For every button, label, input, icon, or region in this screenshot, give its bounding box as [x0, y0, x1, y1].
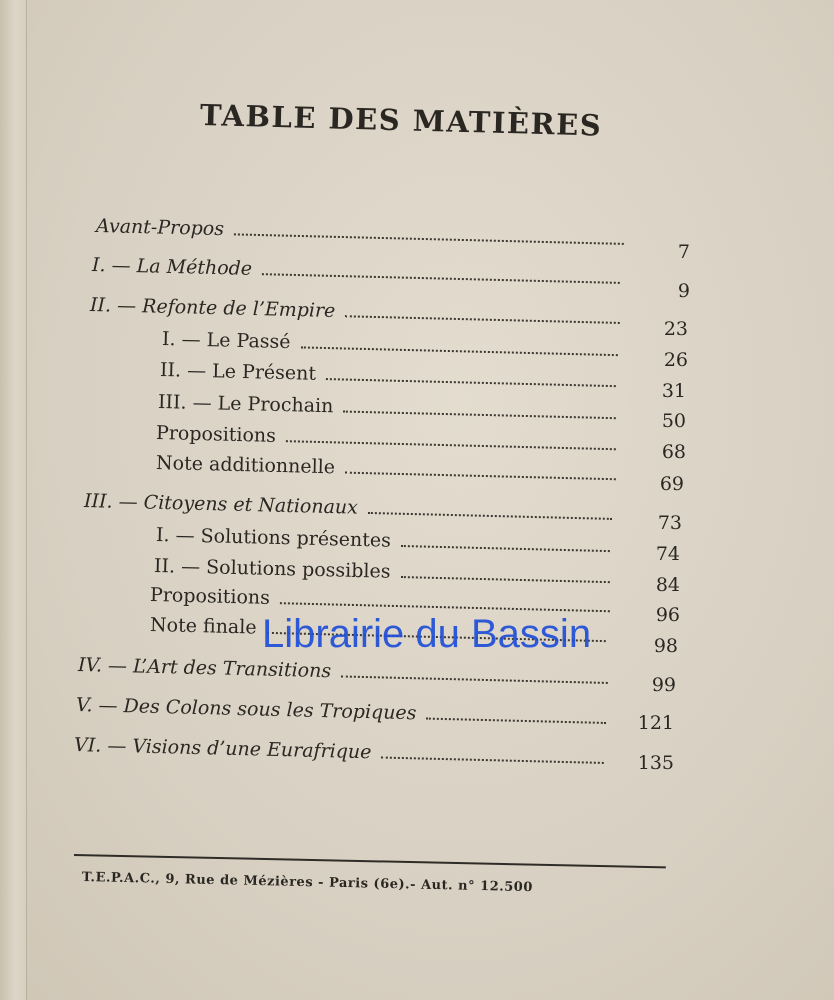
- toc-entry: [74, 734, 609, 775]
- dot-leader: [300, 332, 618, 356]
- toc-entry-page: 50: [661, 410, 686, 432]
- toc-entry-label: Propositions: [149, 584, 271, 609]
- toc-entry-label: Note additionnelle: [155, 452, 336, 479]
- dot-leader: [345, 301, 620, 324]
- dot-leader: [400, 562, 610, 583]
- toc-entry-label: II. — Refonte de l’Empire: [89, 294, 336, 322]
- toc-entry-page: 9: [677, 280, 690, 302]
- toc-entry-page: 73: [657, 512, 682, 534]
- toc-entry: [92, 254, 625, 295]
- toc-entry-label: III. — Le Prochain: [157, 391, 334, 418]
- toc-entry: [96, 215, 629, 256]
- toc-entry-label: V. — Des Colons sous les Tropiques: [75, 694, 417, 725]
- toc-entry-label: II. — Le Présent: [159, 359, 317, 385]
- dot-leader: [401, 531, 610, 552]
- dot-leader: [286, 426, 616, 450]
- toc-entry-label: Avant-Propos: [95, 215, 225, 241]
- toc-entry-label: III. — Citoyens et Nationaux: [83, 490, 359, 519]
- dot-leader: [234, 219, 624, 245]
- dot-leader: [341, 661, 608, 684]
- toc-entry-label: IV. — L’Art des Transitions: [77, 654, 332, 683]
- toc-entry-page: 7: [677, 241, 690, 263]
- dot-leader: [326, 364, 616, 387]
- toc-entry-page: 98: [653, 635, 678, 657]
- dot-leader: [262, 259, 620, 284]
- toc-entry-page: 99: [651, 674, 676, 696]
- toc-entry-page: 84: [655, 574, 680, 596]
- dot-leader: [345, 458, 616, 481]
- toc-entry: [78, 654, 613, 695]
- dot-leader: [426, 704, 606, 724]
- toc-entry-label: VI. — Visions d’une Eurafrique: [73, 734, 372, 764]
- toc-entry-label: II. — Solutions possibles: [153, 555, 391, 583]
- toc-entry-page: 31: [661, 380, 686, 402]
- toc-entry-label: I. — La Méthode: [91, 254, 253, 280]
- toc-entry-label: I. — Solutions présentes: [155, 524, 392, 552]
- toc-entry-page: 96: [655, 604, 680, 626]
- dot-leader: [343, 397, 616, 420]
- printer-imprint: T.E.P.A.C., 9, Rue de Mézières - Paris (6e).- Aut. n° 12.500: [81, 870, 534, 896]
- toc-entry-page: 68: [661, 441, 686, 463]
- dot-leader: [368, 498, 612, 520]
- toc-entry: [76, 694, 611, 735]
- watermark: Librairie du Bassin: [262, 612, 592, 656]
- toc-entry-page: 23: [663, 318, 688, 340]
- toc-entry-label: Note finale: [149, 614, 257, 639]
- page-title: TABLE DES MATIÈRES: [199, 98, 603, 143]
- toc-entry-label: Propositions: [155, 422, 277, 447]
- dot-leader: [381, 743, 604, 764]
- toc-entry-page: 135: [637, 752, 674, 774]
- toc-entry-page: 121: [637, 712, 674, 734]
- toc-entry-page: 74: [655, 543, 680, 565]
- toc-entry-label: I. — Le Passé: [161, 328, 291, 354]
- toc-entry-page: 26: [663, 349, 688, 371]
- toc-entry-page: 69: [659, 473, 684, 495]
